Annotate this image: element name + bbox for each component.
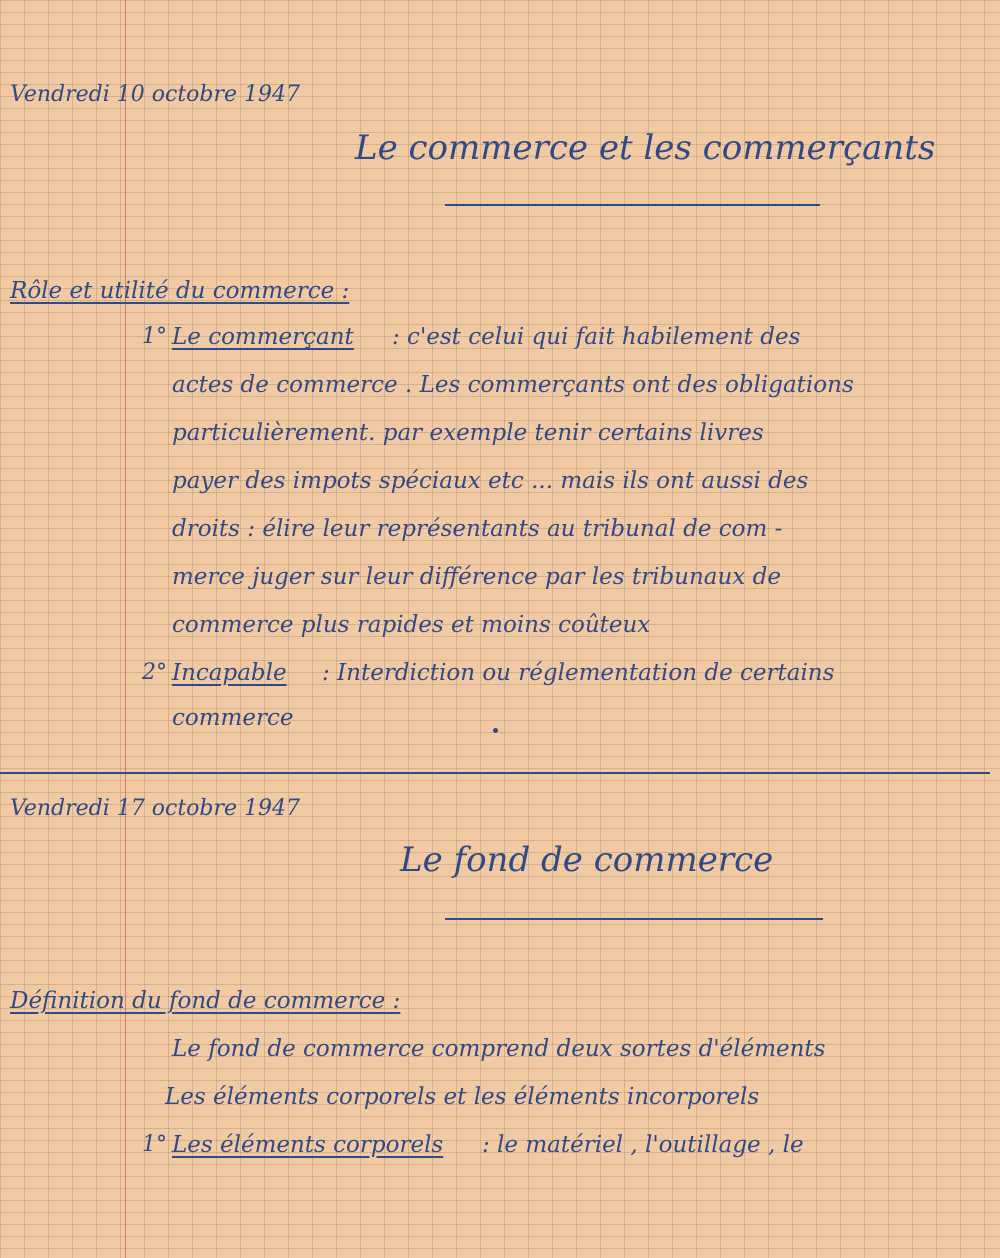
title-underline: [445, 204, 820, 206]
text-line: commerce: [172, 705, 294, 731]
entry-title: Le fond de commerce: [400, 840, 774, 880]
section-heading: Définition du fond de commerce :: [10, 988, 401, 1014]
text-line: : Interdiction ou réglementation de certains: [322, 660, 835, 686]
entry-date: Vendredi 17 octobre 1947: [10, 796, 301, 821]
section-heading: Rôle et utilité du commerce :: [10, 278, 350, 304]
item-number: 2°: [142, 660, 167, 685]
entry-title: Le commerce et les commerçants: [355, 128, 936, 168]
text-line: droits : élire leur représentants au tribunal de com -: [172, 516, 783, 542]
text-line: merce juger sur leur différence par les tribunaux de: [172, 564, 781, 590]
title-underline: [445, 918, 823, 920]
text-line: : c'est celui qui fait habilement des: [392, 324, 801, 350]
item-number: 1°: [142, 324, 167, 349]
ink-dot: [493, 728, 498, 733]
text-line: commerce plus rapides et moins coûteux: [172, 612, 651, 638]
item-label: Le commerçant: [172, 324, 354, 350]
item-number: 1°: [142, 1132, 167, 1157]
text-line: actes de commerce . Les commerçants ont des obligations: [172, 372, 854, 398]
text-line: particulièrement. par exemple tenir certains livres: [172, 420, 764, 446]
text-line: payer des impots spéciaux etc ... mais ils ont aussi des: [172, 468, 809, 494]
text-line: Les éléments corporels et les éléments incorporels: [165, 1084, 760, 1110]
text-line: : le matériel , l'outillage , le: [482, 1132, 804, 1158]
item-label: Les éléments corporels: [172, 1132, 444, 1158]
item-label: Incapable: [172, 660, 287, 686]
margin-line: [125, 0, 126, 1258]
text-line: Le fond de commerce comprend deux sortes d'éléments: [172, 1036, 826, 1062]
entry-date: Vendredi 10 octobre 1947: [10, 82, 301, 107]
section-divider: [0, 772, 990, 774]
